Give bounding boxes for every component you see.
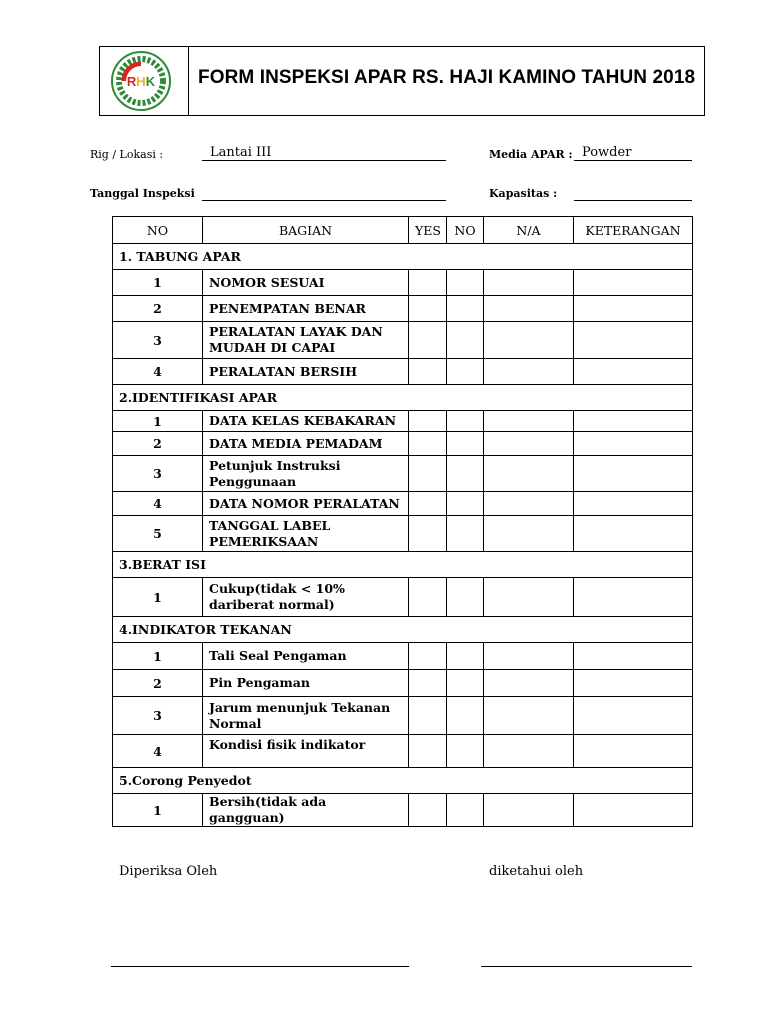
na-cell[interactable] [484, 359, 574, 385]
no-cell[interactable] [447, 643, 484, 670]
row-no: 3 [113, 322, 203, 359]
diperiksa-label: Diperiksa Oleh [119, 864, 218, 879]
yes-cell[interactable] [409, 296, 447, 322]
section-row [113, 768, 693, 794]
keterangan-cell[interactable] [574, 643, 693, 670]
row-no: 3 [113, 697, 203, 735]
yes-cell[interactable] [409, 516, 447, 552]
na-cell[interactable] [484, 794, 574, 827]
col-no-check: NO [447, 217, 484, 244]
section-title: 4.INDIKATOR TEKANAN [113, 617, 693, 643]
row-bagian: Jarum menunjuk Tekanan Normal [203, 697, 409, 735]
kapasitas-label: Kapasitas : [489, 187, 558, 200]
row-no: 2 [113, 670, 203, 697]
row-no: 4 [113, 359, 203, 385]
no-cell[interactable] [447, 322, 484, 359]
lokasi-label: Rig / Lokasi : [90, 148, 164, 161]
na-cell[interactable] [484, 670, 574, 697]
row-bagian: Cukup(tidak < 10% dariberat normal) [203, 578, 409, 617]
row-bagian: NOMOR SESUAI [203, 270, 409, 296]
section-row [113, 552, 693, 578]
row-no: 1 [113, 578, 203, 617]
table-row [113, 359, 693, 385]
form-header [99, 46, 705, 116]
row-no: 2 [113, 432, 203, 456]
row-no: 3 [113, 456, 203, 492]
na-cell[interactable] [484, 492, 574, 516]
yes-cell[interactable] [409, 456, 447, 492]
keterangan-cell[interactable] [574, 322, 693, 359]
row-bagian: DATA MEDIA PEMADAM [203, 432, 409, 456]
keterangan-cell[interactable] [574, 578, 693, 617]
row-bagian: PERALATAN LAYAK DAN MUDAH DI CAPAI [203, 322, 409, 359]
yes-cell[interactable] [409, 735, 447, 768]
row-bagian: Pin Pengaman [203, 670, 409, 697]
col-yes: YES [409, 217, 447, 244]
svg-text:RHK: RHK [126, 74, 156, 89]
no-cell[interactable] [447, 456, 484, 492]
table-row [113, 322, 693, 359]
na-cell[interactable] [484, 432, 574, 456]
no-cell[interactable] [447, 296, 484, 322]
no-cell[interactable] [447, 516, 484, 552]
table-row [113, 296, 693, 322]
yes-cell[interactable] [409, 794, 447, 827]
diketahui-label: diketahui oleh [489, 864, 584, 879]
table-row [113, 492, 693, 516]
na-cell[interactable] [484, 296, 574, 322]
section-row [113, 385, 693, 411]
table-row [113, 794, 693, 827]
no-cell[interactable] [447, 492, 484, 516]
table-row [113, 735, 693, 768]
tanggal-field[interactable] [202, 200, 446, 201]
na-cell[interactable] [484, 270, 574, 296]
row-no: 1 [113, 643, 203, 670]
na-cell[interactable] [484, 456, 574, 492]
row-no: 1 [113, 411, 203, 432]
table-row [113, 456, 693, 492]
table-row [113, 432, 693, 456]
keterangan-cell[interactable] [574, 670, 693, 697]
yes-cell[interactable] [409, 492, 447, 516]
tanggal-label: Tanggal Inspeksi [90, 187, 195, 200]
no-cell[interactable] [447, 270, 484, 296]
diperiksa-signature-line[interactable] [111, 966, 409, 967]
diketahui-signature-line[interactable] [481, 966, 692, 967]
keterangan-cell[interactable] [574, 270, 693, 296]
kapasitas-field[interactable] [574, 200, 692, 201]
media-label: Media APAR : [489, 148, 573, 161]
row-no: 4 [113, 735, 203, 768]
media-field[interactable] [574, 160, 692, 161]
keterangan-cell[interactable] [574, 735, 693, 768]
no-cell[interactable] [447, 670, 484, 697]
no-cell[interactable] [447, 735, 484, 768]
yes-cell[interactable] [409, 670, 447, 697]
keterangan-cell[interactable] [574, 296, 693, 322]
col-keterangan: KETERANGAN [574, 217, 693, 244]
row-bagian: DATA KELAS KEBAKARAN [203, 411, 409, 432]
yes-cell[interactable] [409, 643, 447, 670]
keterangan-cell[interactable] [574, 794, 693, 827]
col-no: NO [113, 217, 203, 244]
inspection-table [112, 216, 693, 827]
table-row [113, 578, 693, 617]
row-no: 1 [113, 794, 203, 827]
media-value[interactable]: Powder [582, 145, 632, 160]
yes-cell[interactable] [409, 697, 447, 735]
na-cell[interactable] [484, 697, 574, 735]
no-cell[interactable] [447, 411, 484, 432]
yes-cell[interactable] [409, 411, 447, 432]
section-row [113, 617, 693, 643]
yes-cell[interactable] [409, 578, 447, 617]
hospital-logo [110, 50, 172, 112]
table-header-row [113, 217, 693, 244]
table-row [113, 270, 693, 296]
no-cell[interactable] [447, 697, 484, 735]
no-cell[interactable] [447, 578, 484, 617]
yes-cell[interactable] [409, 322, 447, 359]
na-cell[interactable] [484, 735, 574, 768]
row-bagian: TANGGAL LABEL PEMERIKSAAN [203, 516, 409, 552]
na-cell[interactable] [484, 516, 574, 552]
keterangan-cell[interactable] [574, 516, 693, 552]
na-cell[interactable] [484, 411, 574, 432]
row-no: 5 [113, 516, 203, 552]
table-row [113, 697, 693, 735]
keterangan-cell[interactable] [574, 492, 693, 516]
lokasi-field[interactable] [202, 160, 446, 161]
no-cell[interactable] [447, 359, 484, 385]
section-title: 1. TABUNG APAR [113, 244, 693, 270]
section-title: 2.IDENTIFIKASI APAR [113, 385, 693, 411]
row-bagian: Tali Seal Pengaman [203, 643, 409, 670]
row-no: 2 [113, 296, 203, 322]
row-bagian: Bersih(tidak ada gangguan) [203, 794, 409, 827]
na-cell[interactable] [484, 578, 574, 617]
row-no: 1 [113, 270, 203, 296]
table-row [113, 516, 693, 552]
no-cell[interactable] [447, 432, 484, 456]
yes-cell[interactable] [409, 270, 447, 296]
row-no: 4 [113, 492, 203, 516]
row-bagian: Petunjuk Instruksi Penggunaan [203, 456, 409, 492]
col-bagian: BAGIAN [203, 217, 409, 244]
yes-cell[interactable] [409, 359, 447, 385]
logo-cell [100, 47, 189, 115]
row-bagian: PENEMPATAN BENAR [203, 296, 409, 322]
section-title: 3.BERAT ISI [113, 552, 693, 578]
section-row [113, 244, 693, 270]
form-title: FORM INSPEKSI APAR RS. HAJI KAMINO TAHUN 2018 [198, 67, 696, 88]
col-na: N/A [484, 217, 574, 244]
lokasi-value[interactable]: Lantai III [210, 145, 272, 160]
row-bagian: PERALATAN BERSIH [203, 359, 409, 385]
table-row [113, 670, 693, 697]
yes-cell[interactable] [409, 432, 447, 456]
section-title: 5.Corong Penyedot [113, 768, 693, 794]
row-bagian: Kondisi fisik indikator [203, 735, 409, 768]
table-row [113, 411, 693, 432]
row-bagian: DATA NOMOR PERALATAN [203, 492, 409, 516]
keterangan-cell[interactable] [574, 411, 693, 432]
keterangan-cell[interactable] [574, 432, 693, 456]
table-row [113, 643, 693, 670]
no-cell[interactable] [447, 794, 484, 827]
keterangan-cell[interactable] [574, 456, 693, 492]
na-cell[interactable] [484, 322, 574, 359]
keterangan-cell[interactable] [574, 359, 693, 385]
na-cell[interactable] [484, 643, 574, 670]
keterangan-cell[interactable] [574, 697, 693, 735]
